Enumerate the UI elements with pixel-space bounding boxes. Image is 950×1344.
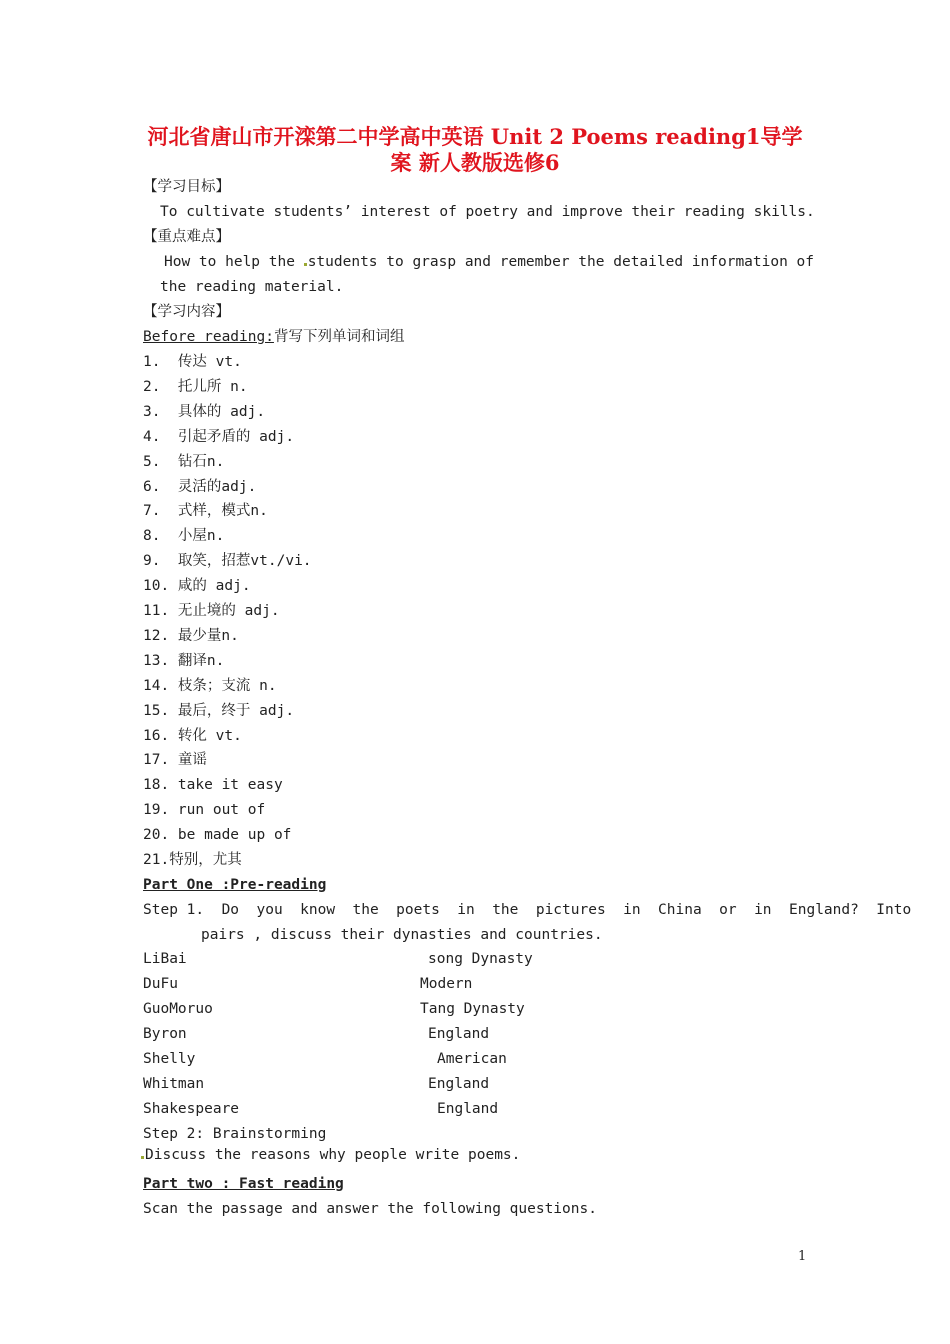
poet-era-or-country: England (437, 1101, 499, 1117)
poet-name: LiBai (143, 951, 187, 967)
before-reading (143, 327, 404, 347)
vocab-item: 17. 童谣 (143, 752, 207, 769)
poet-era-or-country: song Dynasty (428, 951, 533, 967)
poet-name: Shelly (143, 1051, 196, 1067)
step2-text (141, 1145, 520, 1165)
vocab-item: 21.特别，尤其 (143, 852, 242, 868)
vocab-item: 5. 钻石n. (143, 453, 225, 470)
step1-line-1: Step 1. Do you know the poets in the pictures in China or in England? Into (143, 902, 912, 918)
goal-text: To cultivate students’ interest of poetry and improve their reading skills. (160, 204, 815, 220)
poet-name: Byron (143, 1026, 187, 1042)
scan-instruction: Scan the passage and answer the following questions. (143, 1201, 597, 1217)
vocab-item: 11. 无止境的 adj. (143, 603, 280, 619)
poet-era-or-country: England (428, 1076, 490, 1092)
poet-era-or-country: American (437, 1051, 507, 1067)
vocab-item: 20. be made up of (143, 827, 292, 844)
poet-name: GuoMoruo (143, 1001, 213, 1017)
poet-name: Shakespeare (143, 1101, 240, 1117)
vocab-item: 12. 最少量n. (143, 627, 239, 644)
vocab-item: 10. 咸的 adj. (143, 578, 251, 595)
vocab-item: 16. 转化 vt. (143, 727, 242, 744)
step2-text-content: Discuss the reasons why people write poems. (145, 1147, 521, 1163)
poet-era-or-country: England (428, 1026, 490, 1042)
vocab-item: 7. 式样，模式n. (143, 503, 268, 520)
key-text-part-b: students to grasp and remember the detailed information of (307, 254, 815, 270)
poet-era-or-country: Tang Dynasty (420, 1001, 525, 1017)
content-header: 【学习内容】 (143, 304, 230, 320)
vocab-item: 8. 小屋n. (143, 528, 225, 545)
part-two-heading: Part two : Fast reading (143, 1176, 344, 1192)
vocab-item: 9. 取笑，招惹vt./vi. (143, 553, 312, 570)
key-text-line-1 (164, 252, 814, 272)
vocab-item: 3. 具体的 adj. (143, 403, 266, 420)
goal-header: 【学习目标】 (143, 179, 230, 195)
document-title-line-2: 案 新人教版选修6 (390, 150, 560, 175)
step2-heading: Step 2: Brainstorming (143, 1126, 327, 1142)
vocab-item: 18. take it easy (143, 777, 283, 794)
before-reading-text: 背写下列单词和词组 (273, 329, 405, 345)
vocab-item: 6. 灵活的adj. (143, 478, 257, 495)
vocab-item: 2. 托儿所 n. (143, 378, 248, 395)
page-number: 1 (798, 1249, 807, 1264)
vocab-item: 1. 传达 vt. (143, 354, 242, 370)
key-text-line-2: the reading material. (160, 279, 344, 295)
key-header: 【重点难点】 (143, 229, 230, 245)
bullet-dot (141, 1156, 144, 1159)
bullet-dot (304, 263, 307, 266)
vocab-item: 19. run out of (143, 802, 266, 819)
poet-era-or-country: Modern (420, 976, 473, 992)
document-title-line-1: 河北省唐山市开滦第二中学高中英语 Unit 2 Poems reading1导学 (147, 124, 803, 149)
vocab-item: 14. 枝条；支流 n. (143, 677, 277, 694)
poet-name: DuFu (143, 976, 178, 992)
vocab-item: 13. 翻译n. (143, 652, 225, 669)
before-reading-label: Before reading: (143, 329, 274, 345)
step1-line-2: pairs , discuss their dynasties and countries. (201, 927, 603, 943)
poet-name: Whitman (143, 1076, 205, 1092)
key-text-part-a: How to help the (164, 254, 304, 270)
vocab-item: 15. 最后，终于 adj. (143, 702, 295, 719)
part-one-heading: Part One :Pre-reading (143, 877, 327, 893)
vocab-item: 4. 引起矛盾的 adj. (143, 428, 295, 445)
